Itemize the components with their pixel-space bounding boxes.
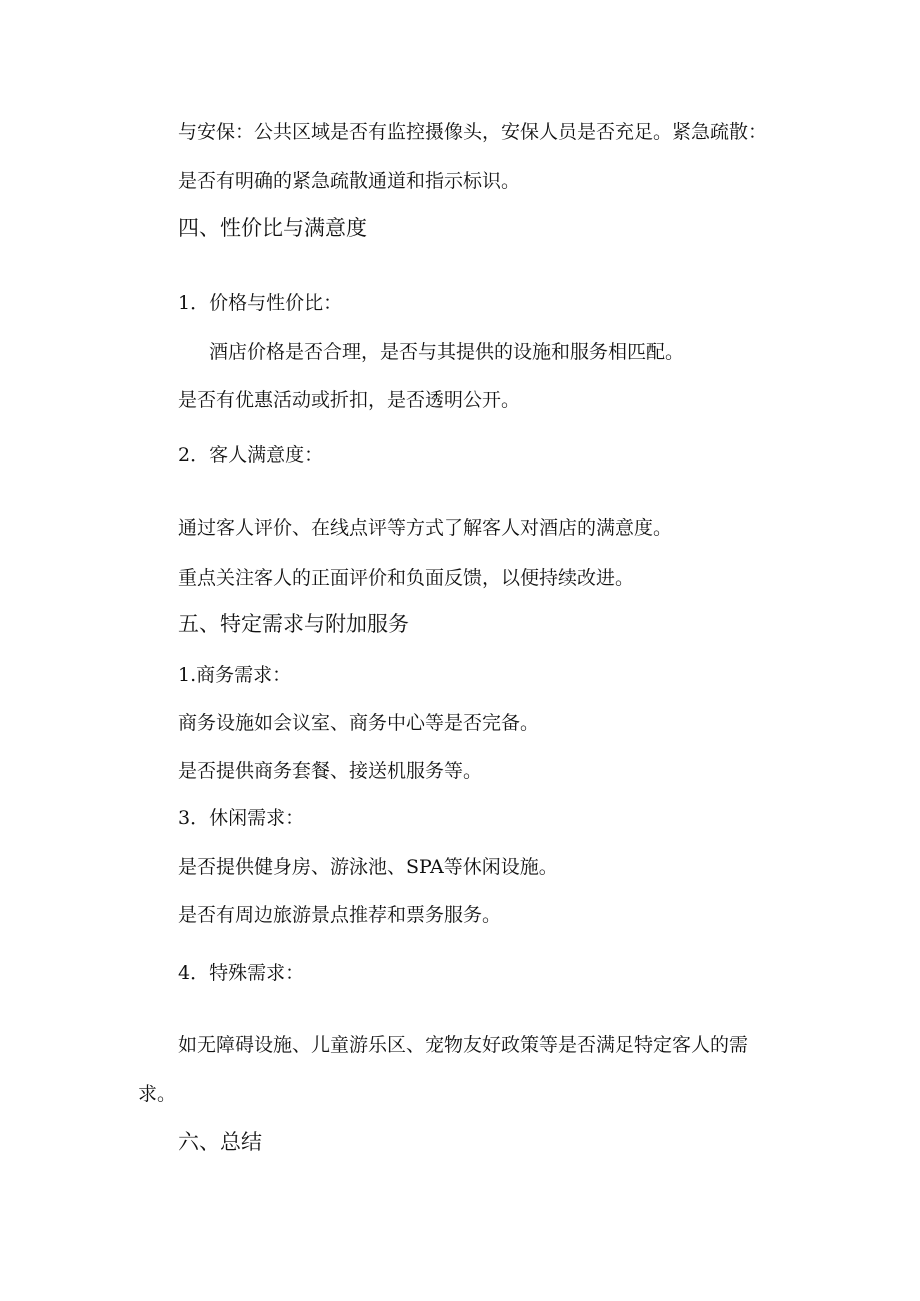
- paragraph-line: 通过客人评价、在线点评等方式了解客人对酒店的满意度。: [178, 517, 673, 539]
- paragraph-line: 酒店价格是否合理，是否与其提供的设施和服务相匹配。: [209, 341, 685, 363]
- section-heading: 五、特定需求与附加服务: [178, 612, 409, 636]
- paragraph-line: 是否有优惠活动或折扣，是否透明公开。: [178, 389, 521, 411]
- subsection-heading: 4．特殊需求：: [178, 962, 305, 984]
- paragraph-line: 商务设施如会议室、商务中心等是否完备。: [178, 712, 540, 734]
- paragraph-line: 重点关注客人的正面评价和负面反馈，以便持续改进。: [178, 567, 635, 589]
- section-heading: 六、总结: [178, 1130, 262, 1154]
- paragraph-line: 如无障碍设施、儿童游乐区、宠物友好政策等是否满足特定客人的需: [178, 1034, 749, 1056]
- subsection-heading: 3．休闲需求：: [178, 807, 305, 829]
- subsection-heading: 2．客人满意度：: [178, 444, 324, 466]
- subsection-heading: 1．价格与性价比：: [178, 292, 343, 314]
- paragraph-line: 是否提供健身房、游泳池、SPA等休闲设施。: [178, 856, 558, 878]
- paragraph-line: 是否提供商务套餐、接送机服务等。: [178, 760, 483, 782]
- subsection-heading: 1.商务需求：: [178, 664, 292, 686]
- paragraph-line: 求。: [138, 1083, 177, 1105]
- section-heading: 四、性价比与满意度: [178, 216, 367, 240]
- paragraph-line: 是否有明确的紧急疏散通道和指示标识。: [178, 170, 521, 192]
- paragraph-line: 是否有周边旅游景点推荐和票务服务。: [178, 904, 502, 926]
- paragraph-line: 与安保：公共区域是否有监控摄像头，安保人员是否充足。紧急疏散：: [178, 121, 768, 143]
